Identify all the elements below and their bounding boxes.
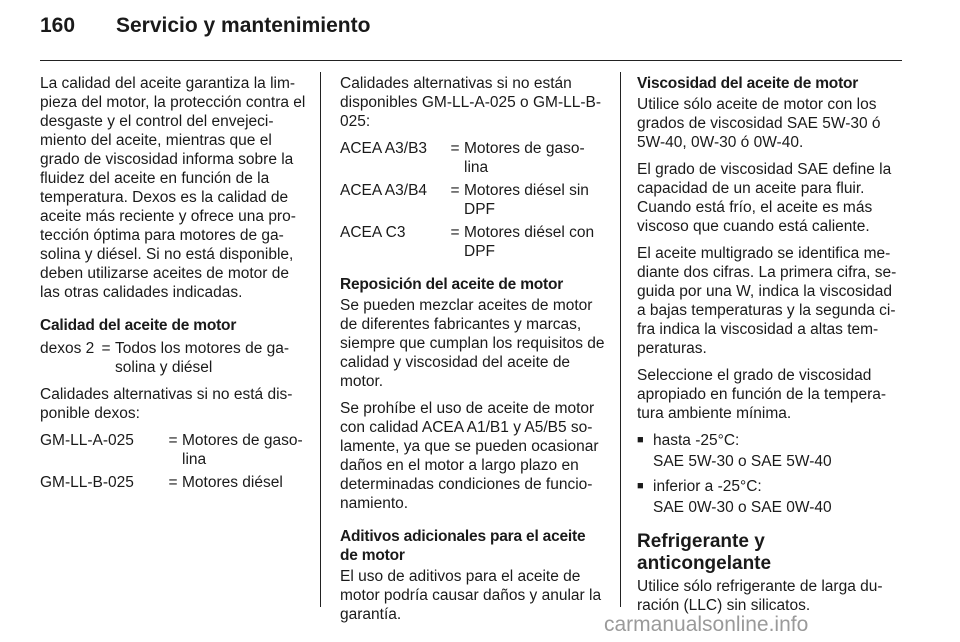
bullet-square-icon: ■ <box>637 434 644 446</box>
table-row <box>40 431 306 469</box>
coolant-section-heading: Refrigerante y anticongelante <box>637 531 772 574</box>
table-term: ACEA C3 <box>340 224 406 241</box>
page-header <box>40 14 900 48</box>
oil-additives-heading: Aditivos adicionales para el aceite de motor <box>340 528 586 564</box>
oil-refill-paragraph-2: Se prohíbe el uso de aceite de motor con calidad ACEA A1/B1 y A5/B5 so-lamente, ya que se pueden ocasionar daños en el motor a largo plazo en determinadas condiciones de funcio-namiento. <box>340 400 599 512</box>
table-term: ACEA A3/B4 <box>340 182 428 199</box>
acea-table <box>340 139 606 261</box>
viscosity-paragraph-4: Seleccione el grado de viscosidad apropiado en función de la tempera-tura ambiente mínima. <box>637 367 887 422</box>
table-desc: Motores de gaso-lina <box>464 140 585 176</box>
alt-acea-paragraph: Calidades alternativas si no están disponibles GM-LL-A-025 o GM-LL-B-025: <box>340 75 602 130</box>
oil-refill-heading: Reposición del aceite de motor <box>340 276 564 293</box>
temperature-list <box>637 431 903 517</box>
table-term: dexos 2 <box>40 340 95 357</box>
intro-paragraph: La calidad del aceite garantiza la lim-pieza del motor, la protección contra el desgaste y el control del envejeci-miento del aceite, mientras que el grado de viscosidad informa sobre la fluidez del aceite en función de la temperatura. Dexos es la calidad de aceite más reciente y ofrece una pro-tección óptima para motores de ga-solina y diésel. Si no está disponible, deben utilizarse aceites de motor de las otras calidades indicadas. <box>40 75 306 301</box>
alt-quality-table <box>40 431 306 492</box>
viscosity-paragraph-3: El aceite multigrado se identifica me-diante dos cifras. La primera cifra, se-guida por una W, indica la viscosidad a bajas temperaturas y la segunda ci-fra indica la viscosidad a altas tem-peraturas. <box>637 245 897 357</box>
bullet-square-icon: ■ <box>637 480 644 492</box>
table-row <box>40 339 306 377</box>
table-eq: = <box>168 474 178 491</box>
oil-refill-paragraph-1: Se pueden mezclar aceites de motor de diferentes fabricantes y marcas, siempre que cumplan los requisitos de calidad y viscosidad del aceite de motor. <box>340 297 605 390</box>
table-desc: Motores de gaso-lina <box>182 432 303 468</box>
table-eq: = <box>101 340 111 357</box>
table-row <box>340 139 606 177</box>
table-desc: Motores diésel con DPF <box>464 224 595 260</box>
table-row <box>340 181 606 219</box>
column-divider <box>320 72 321 607</box>
header-rule <box>40 60 902 61</box>
column-2 <box>340 74 606 632</box>
list-item <box>637 477 903 517</box>
oil-viscosity-heading: Viscosidad del aceite de motor <box>637 75 859 92</box>
table-desc: Motores diésel sin DPF <box>464 182 589 218</box>
oil-quality-table <box>40 339 306 377</box>
list-item-value: SAE 5W-30 o SAE 5W-40 <box>653 453 832 470</box>
oil-additives-paragraph: El uso de aditivos para el aceite de motor podría causar daños y anular la garantía. <box>340 568 602 623</box>
list-item-value: SAE 0W-30 o SAE 0W-40 <box>653 499 832 516</box>
table-row <box>40 473 306 492</box>
column-1 <box>40 74 306 500</box>
table-desc: Todos los motores de ga-solina y diésel <box>115 340 290 376</box>
table-term: ACEA A3/B3 <box>340 140 428 157</box>
list-item-label: inferior a -25°C: <box>653 478 762 495</box>
table-eq: = <box>450 224 460 241</box>
coolant-paragraph: Utilice sólo refrigerante de larga du-ración (LLC) sin silicatos. <box>637 578 883 614</box>
watermark: carmanualsonline.info <box>604 613 809 636</box>
table-row <box>340 223 606 261</box>
alt-quality-paragraph: Calidades alternativas si no está dis-ponible dexos: <box>40 386 293 422</box>
column-3 <box>637 74 903 623</box>
column-divider <box>620 72 621 607</box>
table-eq: = <box>450 140 460 157</box>
table-term: GM-LL-B-025 <box>40 474 134 491</box>
list-item-label: hasta -25°C: <box>653 432 740 449</box>
table-desc: Motores diésel <box>182 474 283 491</box>
table-eq: = <box>450 182 460 199</box>
oil-quality-heading: Calidad del aceite de motor <box>40 317 237 334</box>
table-term: GM-LL-A-025 <box>40 432 134 449</box>
viscosity-paragraph-2: El grado de viscosidad SAE define la capacidad de un aceite para fluir. Cuando está frío, el aceite es más viscoso que cuando está caliente. <box>637 161 892 235</box>
page-title: Servicio y mantenimiento <box>116 14 371 37</box>
viscosity-paragraph-1: Utilice sólo aceite de motor con los grados de viscosidad SAE 5W-30 ó 5W-40, 0W-30 ó 0W-40. <box>637 96 881 151</box>
list-item <box>637 431 903 471</box>
page-number: 160 <box>40 14 76 37</box>
table-eq: = <box>168 432 178 449</box>
